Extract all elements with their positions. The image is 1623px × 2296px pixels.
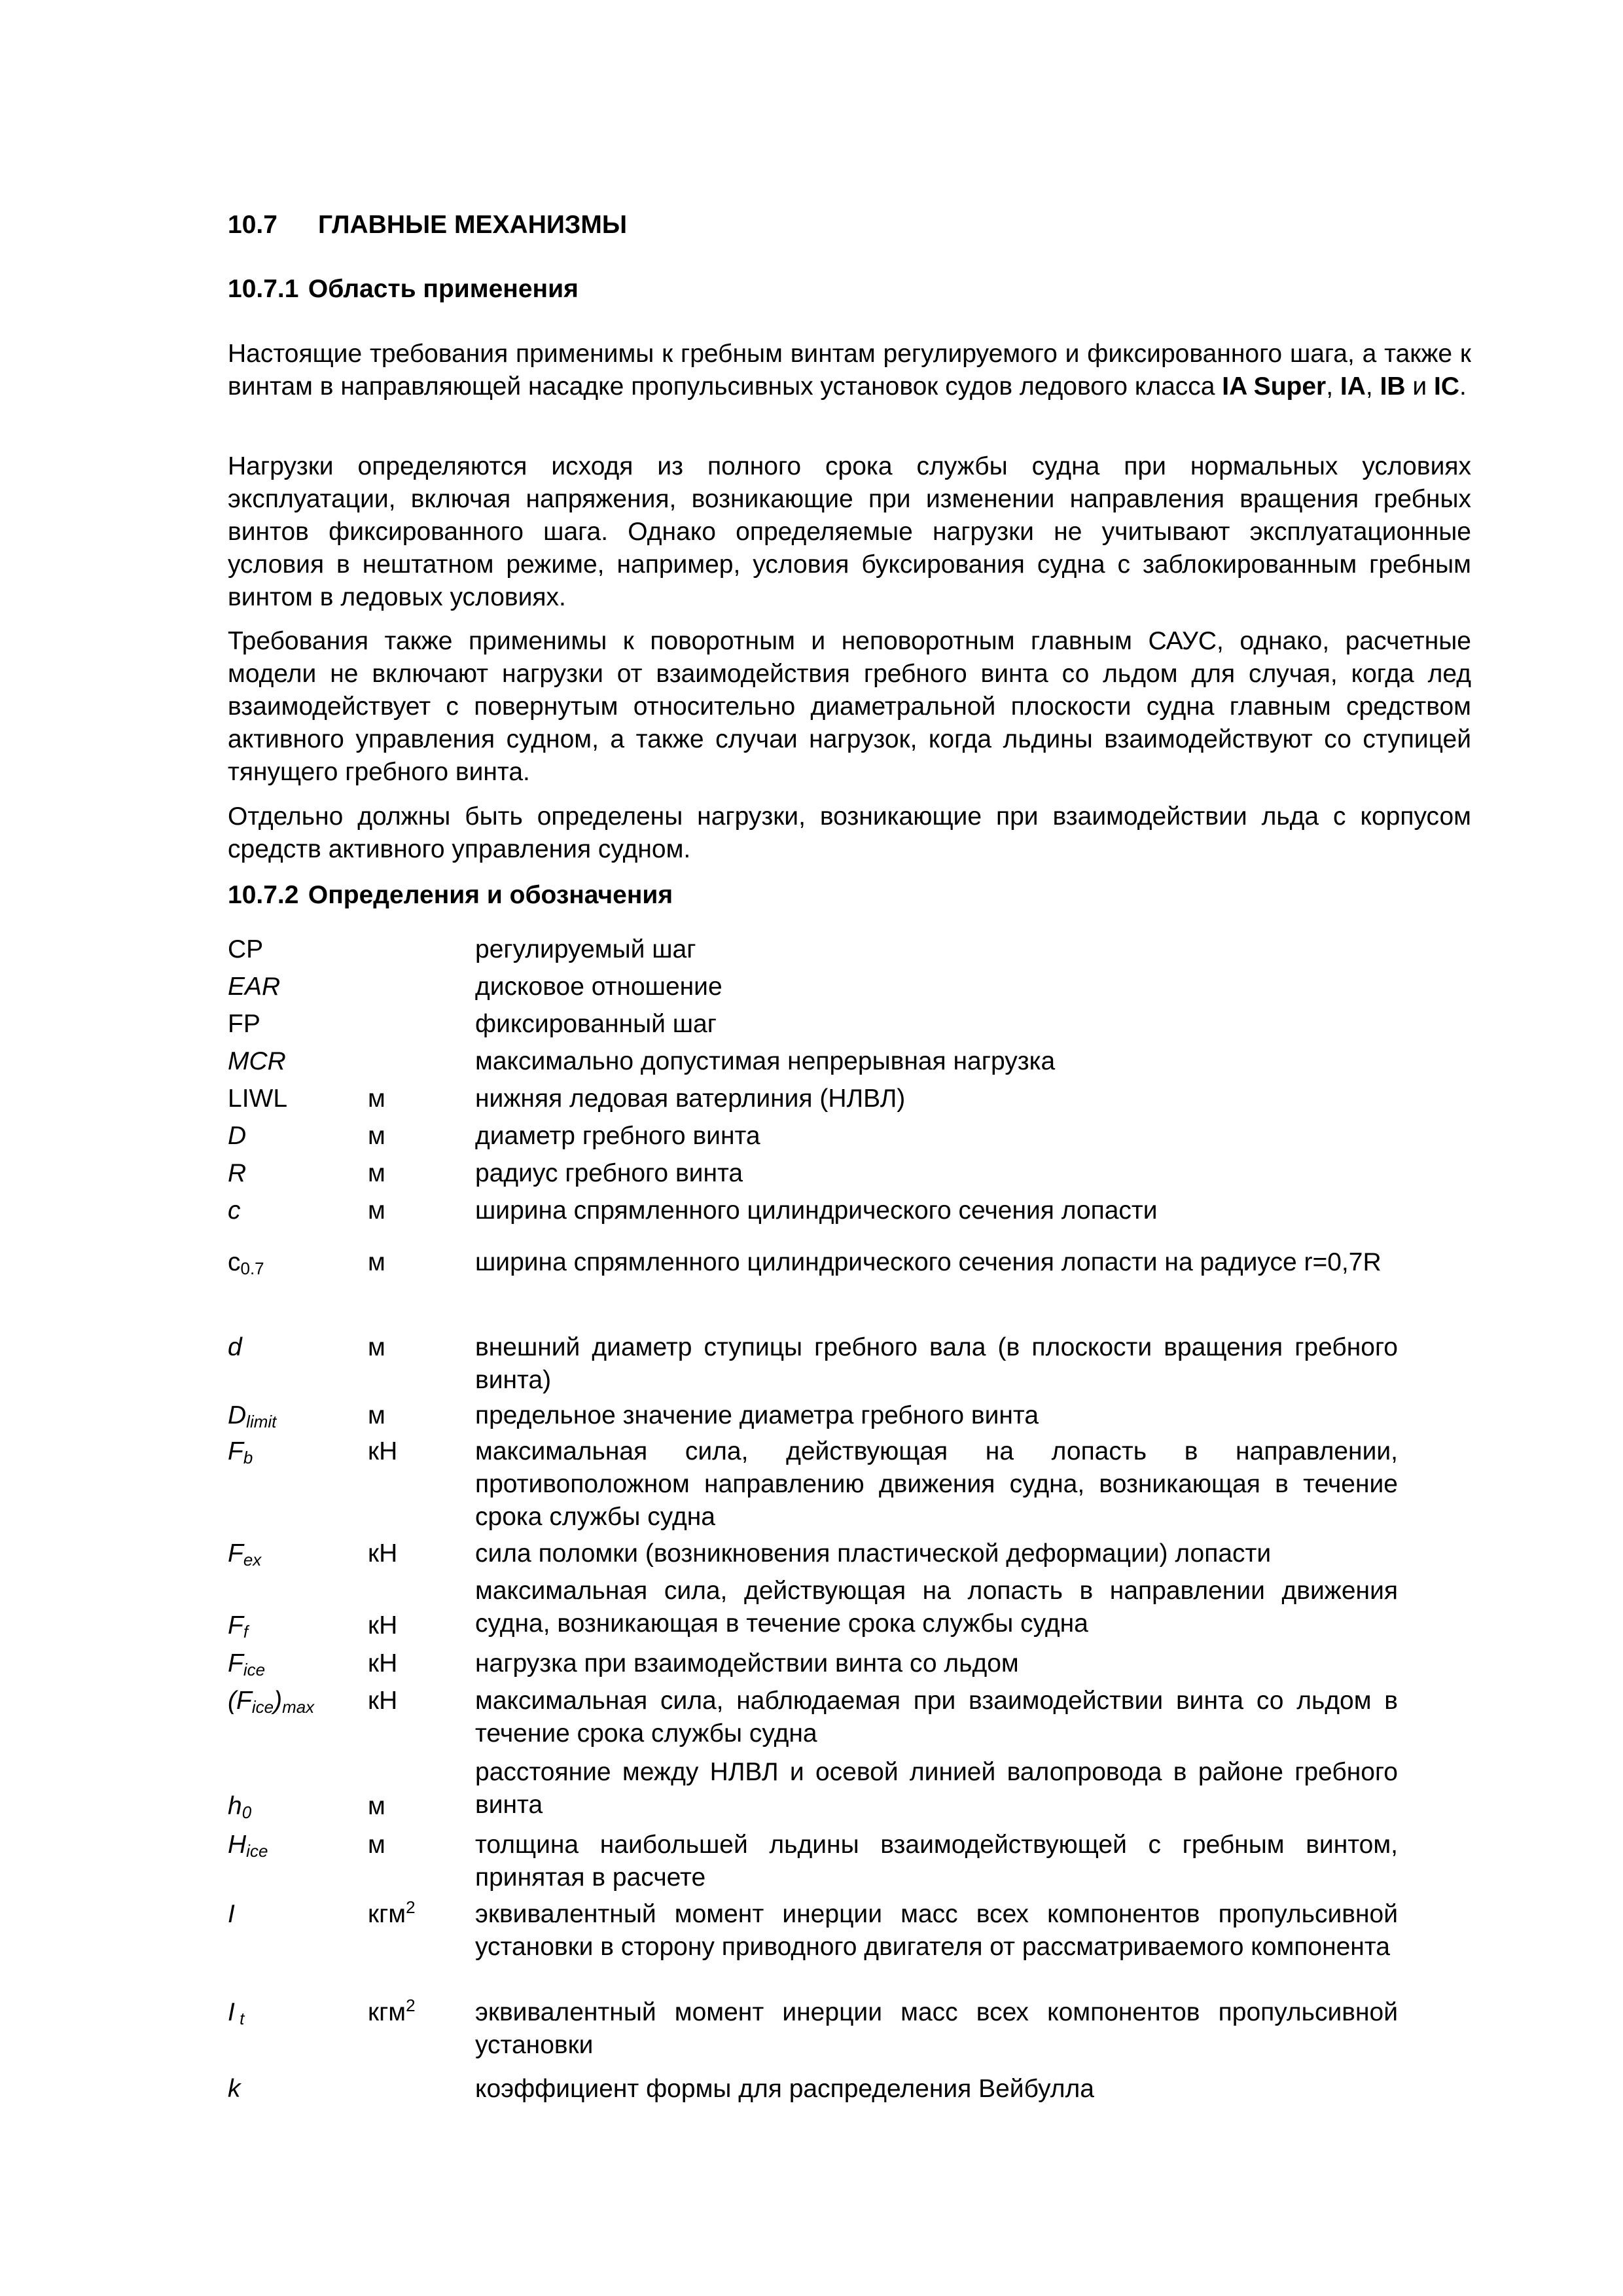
symbol-text: c [228, 1248, 241, 1276]
symbol-text: I [228, 1998, 235, 2026]
definition-unit [368, 1537, 397, 1570]
unit-text: м [368, 1401, 385, 1429]
ice-class-ic: IC [1434, 372, 1460, 401]
definition-symbol [228, 1685, 314, 1717]
unit-text: м [368, 1248, 385, 1276]
unit-superscript: 2 [406, 1996, 416, 2015]
definition-text: предельное значение диаметра гребного винта [475, 1401, 1039, 1429]
definition-symbol [228, 1246, 264, 1279]
symbol-subscript: ex [243, 1550, 262, 1570]
definition-unit [368, 1083, 385, 1115]
symbol-text: CP [228, 935, 264, 963]
definition-unit [368, 1120, 385, 1153]
definition-text: сила поломки (возникновения пластической деформации) лопасти [475, 1539, 1272, 1568]
symbol-text: FP [228, 1010, 260, 1038]
symbol-text: EAR [228, 973, 281, 1001]
definition-unit [368, 1685, 397, 1717]
unit-text: м [368, 1333, 385, 1361]
definition-unit [368, 1996, 416, 2029]
definition-text: нижняя ледовая ватерлиния (НЛВЛ) [475, 1085, 906, 1113]
section-title: ГЛАВНЫЕ МЕХАНИЗМЫ [318, 211, 627, 239]
symbol-subscript: 0.7 [240, 1259, 264, 1278]
symbol-text: H [228, 1831, 247, 1859]
definition-unit [368, 1331, 385, 1364]
subsection-title: Область применения [308, 275, 579, 303]
unit-text: кН [368, 1539, 398, 1568]
unit-text: кгм [368, 1998, 406, 2026]
period: . [1459, 372, 1467, 401]
symbol-subscript: b [243, 1448, 253, 1467]
definition-symbol [228, 1790, 251, 1823]
definition-text: радиус гребного винта [475, 1159, 743, 1187]
symbol-text: F [228, 1539, 243, 1568]
definition-unit [368, 1647, 397, 1680]
symbol-subscript: limit [246, 1412, 277, 1431]
separator: , [1326, 372, 1340, 401]
definition-text: коэффициент формы для распределения Вейбулла [475, 2075, 1094, 2103]
symbol-text: c [228, 1196, 241, 1225]
unit-text: м [368, 1159, 385, 1187]
section-number: 10.7 [228, 211, 277, 239]
symbol-text: F [228, 1437, 243, 1465]
separator: и [1405, 372, 1435, 401]
unit-text: м [368, 1085, 385, 1113]
definition-text: ширина спрямленного цилиндрического сечения лопасти [475, 1196, 1158, 1225]
definition-text: эквивалентный момент инерции масс всех компонентов пропульсивной установки [475, 1998, 1398, 2059]
subsection-number: 10.7.1 [228, 275, 299, 303]
definition-symbol [228, 1537, 261, 1570]
unit-superscript: 2 [406, 1897, 416, 1917]
subsection-title: Определения и обозначения [308, 881, 673, 909]
symbol-subscript: 0 [241, 1803, 252, 1822]
definition-text: диаметр гребного винта [475, 1122, 760, 1150]
symbol-text: R [228, 1159, 247, 1187]
symbol-text: D [228, 1401, 247, 1429]
unit-text: кН [368, 1687, 398, 1715]
ice-class-ib: IB [1380, 372, 1406, 401]
unit-text: м [368, 1122, 385, 1150]
unit-text: м [368, 1196, 385, 1225]
definition-text: максимально допустимая непрерывная нагрузка [475, 1047, 1056, 1075]
definition-unit [368, 1194, 385, 1227]
symbol-subscript: ice [251, 1697, 274, 1717]
symbol-text: h [228, 1792, 242, 1820]
ice-class-ia: IA [1340, 372, 1366, 401]
definition-symbol [228, 1647, 265, 1680]
definition-symbol [228, 2073, 241, 2106]
definition-text: ширина спрямленного цилиндрического сечения лопасти на радиусе r=0,7R [475, 1248, 1382, 1276]
subsection-heading [228, 881, 673, 910]
symbol-text: D [228, 1122, 247, 1150]
paragraph-text: Настоящие требования применимы к гребным винтам регулируемого и фиксированного шага, а также к винтам в направляющей насадке пропульсивных установок судов ледового класса [228, 340, 1471, 401]
symbol-text: (F [228, 1687, 252, 1715]
definition-symbol [228, 1435, 253, 1468]
symbol-text: F [228, 1649, 243, 1677]
definition-unit [368, 1157, 385, 1190]
definition-unit [368, 1898, 416, 1931]
symbol-text: d [228, 1333, 242, 1361]
symbol-text: I [228, 1900, 235, 1928]
definition-symbol [228, 1898, 235, 1931]
definition-symbol [228, 1609, 248, 1642]
definition-text: дисковое отношение [475, 973, 722, 1001]
symbol-text: k [228, 2075, 241, 2103]
definition-text: эквивалентный момент инерции масс всех компонентов пропульсивной установки в сторону приводного двигателя от рассматриваемого компонента [475, 1900, 1398, 1961]
ice-class-ia-super: IA Super [1222, 372, 1327, 401]
symbol-subscript: t [234, 2009, 245, 2028]
definition-unit [368, 1609, 397, 1642]
definition-unit [368, 1790, 385, 1823]
definition-unit [368, 1246, 385, 1279]
unit-text: кгм [368, 1900, 406, 1928]
symbol-subscript: f [243, 1622, 249, 1641]
definition-symbol [228, 1194, 241, 1227]
definition-symbol [228, 933, 263, 966]
definition-text: фиксированный шаг [475, 1010, 717, 1038]
paragraph-scope [228, 338, 1471, 403]
definition-text: толщина наибольшей льдины взаимодействующей с гребным винтом, принятая в расчете [475, 1831, 1398, 1892]
definition-symbol [228, 1008, 260, 1041]
unit-text: кН [368, 1437, 398, 1465]
definition-text: максимальная сила, действующая на лопасть в направлении движения судна, возникающая в течение срока службы судна [475, 1577, 1398, 1638]
subsection-heading [228, 275, 579, 304]
definition-symbol [228, 1399, 276, 1432]
symbol-subscript: max [282, 1697, 315, 1717]
definition-text: максимальная сила, действующая на лопасть в направлении, противоположном направлению движения судна, возникающая в течение срока службы судна [475, 1437, 1398, 1531]
definition-text: нагрузка при взаимодействии винта со льдом [475, 1649, 1019, 1677]
symbol-text: ) [274, 1687, 283, 1715]
symbol-text: MCR [228, 1047, 286, 1075]
unit-text: м [368, 1792, 385, 1820]
definition-symbol [228, 1157, 246, 1190]
paragraph-azimuth: Требования также применимы к поворотным и неповоротным главным САУС, однако, расчетные модели не включают нагрузки от взаимодействия гребного винта со льдом для случая, когда лед взаимодействует с повернутым относительно диаметральной плоскости судна главным средством активного управления судном, а также случаи нагрузок, когда льдины взаимодействуют со ступицей тянущего гребного винта. [228, 627, 1471, 786]
definition-unit [368, 1435, 397, 1468]
definition-text: внешний диаметр ступицы гребного вала (в плоскости вращения гребного винта) [475, 1333, 1398, 1394]
paragraph-hull-loads: Отдельно должны быть определены нагрузки, возникающие при взаимодействии льда с корпусом средств активного управления судном. [228, 802, 1471, 863]
separator: , [1365, 372, 1380, 401]
symbol-text: F [228, 1611, 243, 1640]
definition-symbol [228, 971, 280, 1003]
unit-text: кН [368, 1611, 398, 1640]
definition-text: расстояние между НЛВЛ и осевой линией валопровода в районе гребного винта [475, 1758, 1398, 1819]
definition-symbol [228, 1120, 246, 1153]
definition-symbol [228, 1083, 287, 1115]
unit-text: кН [368, 1649, 398, 1677]
unit-text: м [368, 1831, 385, 1859]
symbol-text: LIWL [228, 1085, 288, 1113]
subsection-number: 10.7.2 [228, 881, 299, 909]
definition-symbol [228, 1331, 242, 1364]
section-heading [228, 211, 627, 240]
definition-symbol [228, 1045, 286, 1078]
symbol-subscript: ice [243, 1660, 266, 1679]
definition-symbol [228, 1996, 244, 2029]
definition-symbol [228, 1829, 268, 1861]
definition-text: регулируемый шаг [475, 935, 696, 963]
definition-text: максимальная сила, наблюдаемая при взаимодействии винта со льдом в течение срока службы судна [475, 1687, 1398, 1748]
definition-unit [368, 1399, 385, 1432]
definition-unit [368, 1829, 385, 1861]
paragraph-loads: Нагрузки определяются исходя из полного срока службы судна при нормальных условиях эксплуатации, включая напряжения, возникающие при изменении направления вращения гребных винтов фиксированного шага. Однако определяемые нагрузки не учитывают эксплуатационные условия в нештатном режиме, например, условия буксирования судна с заблокированным гребным винтом в ледовых условиях. [228, 452, 1471, 611]
symbol-subscript: ice [246, 1841, 268, 1861]
